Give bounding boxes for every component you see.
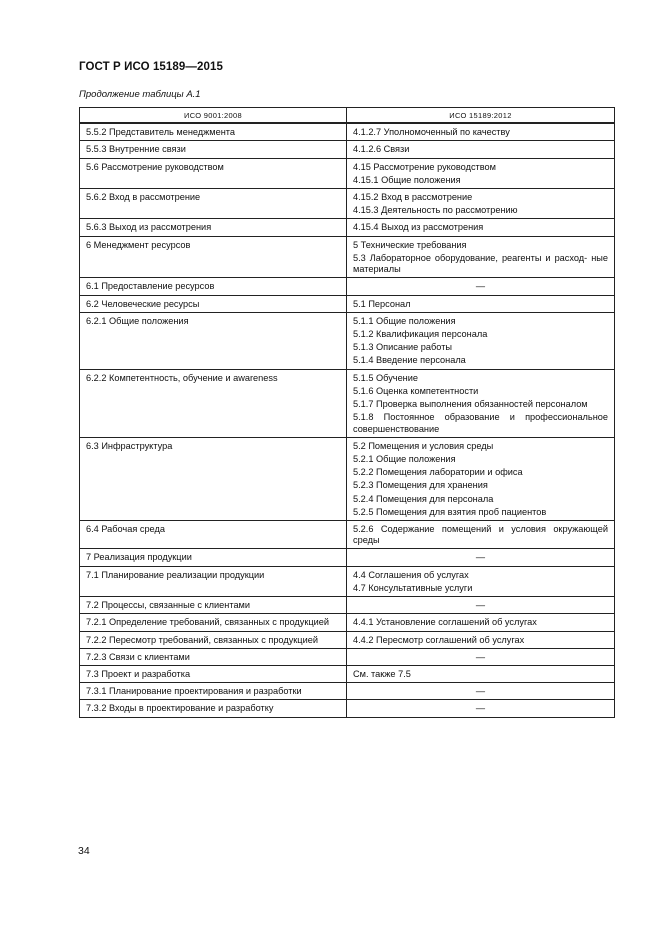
iso-9001-cell — [80, 219, 347, 236]
table-row — [80, 158, 615, 188]
cell-line: 6.2.2 Компетентность, обучение и awareness — [86, 372, 278, 383]
iso-15189-cell — [347, 123, 615, 141]
iso-15189-cell — [347, 614, 615, 631]
table-row — [80, 189, 615, 219]
cell-line: 4.15 Рассмотрение руководством — [353, 161, 496, 172]
cell-line: 5.2.2 Помещения лаборатории и офиса — [353, 467, 523, 478]
iso-9001-cell — [80, 158, 347, 188]
cell-line: См. также 7.5 — [353, 669, 411, 680]
iso-9001-cell — [80, 123, 347, 141]
correspondence-table — [79, 107, 615, 718]
iso-9001-cell — [80, 295, 347, 312]
cell-line: 4.4.2 Пересмотр соглашений об услугах — [353, 634, 525, 645]
cell-line: 5.1.2 Квалификация персонала — [353, 328, 488, 339]
cell-line: 5.1.8 Постоянное образование и профессиональное совершенствование — [353, 412, 608, 434]
table-row — [80, 648, 615, 665]
iso-9001-cell — [80, 683, 347, 700]
cell-line: 5.5.3 Внутренние связи — [86, 144, 186, 155]
cell-line: 5.5.2 Представитель менеджмента — [86, 127, 236, 138]
page-number: 34 — [78, 845, 90, 857]
iso-9001-cell — [80, 631, 347, 648]
cell-line: 6.4 Рабочая среда — [86, 524, 165, 535]
cell-line: — — [475, 600, 486, 611]
iso-15189-cell — [347, 295, 615, 312]
iso-15189-cell — [347, 700, 615, 717]
iso-15189-cell — [347, 666, 615, 683]
table-row — [80, 295, 615, 312]
cell-line: 5.6 Рассмотрение руководством — [86, 161, 224, 172]
cell-line: 5.1 Персонал — [353, 298, 411, 309]
cell-line: 6 Менеджмент ресурсов — [86, 239, 191, 250]
iso-9001-cell — [80, 666, 347, 683]
cell-line: — — [475, 703, 486, 714]
cell-line: 4.15.3 Деятельность по рассмотрению — [353, 205, 518, 216]
cell-line: 5.2.4 Помещения для персонала — [353, 493, 494, 504]
cell-line: 7.3.1 Планирование проектирования и разработки — [86, 686, 302, 697]
table-row — [80, 666, 615, 683]
table-header-row — [80, 108, 615, 124]
table-row — [80, 369, 615, 437]
iso-9001-cell — [80, 549, 347, 566]
iso-9001-cell — [80, 369, 347, 437]
iso-9001-cell — [80, 312, 347, 369]
cell-line: 7.3.2 Входы в проектирование и разработку — [86, 703, 274, 714]
iso-9001-cell — [80, 648, 347, 665]
iso-9001-cell — [80, 597, 347, 614]
table-row — [80, 219, 615, 236]
table-caption: Продолжение таблицы А.1 — [79, 89, 201, 100]
table-body — [80, 123, 615, 717]
cell-line: 4.15.2 Вход в рассмотрение — [353, 192, 473, 203]
iso-15189-cell — [347, 278, 615, 295]
iso-9001-cell — [80, 437, 347, 520]
cell-line: 5.2.6 Содержание помещений и условия окружающей среды — [353, 524, 608, 546]
iso-15189-cell — [347, 189, 615, 219]
iso-9001-cell — [80, 278, 347, 295]
table-row — [80, 312, 615, 369]
cell-line: 7.1 Планирование реализации продукции — [86, 569, 265, 580]
cell-line: 6.3 Инфраструктура — [86, 440, 173, 451]
cell-line: 7.2.3 Связи с клиентами — [86, 651, 190, 662]
iso-15189-cell — [347, 219, 615, 236]
table-row — [80, 549, 615, 566]
iso-9001-cell — [80, 141, 347, 158]
iso-15189-cell — [347, 236, 615, 278]
table-row — [80, 700, 615, 717]
cell-line: — — [475, 552, 486, 563]
iso-9001-cell — [80, 614, 347, 631]
iso-15189-cell — [347, 158, 615, 188]
cell-line: 4.1.2.7 Уполномоченный по качеству — [353, 127, 510, 138]
table-row — [80, 278, 615, 295]
cell-line: 5 Технические требования — [353, 239, 467, 250]
cell-line: — — [475, 686, 486, 697]
iso-15189-cell — [347, 312, 615, 369]
iso-15189-cell — [347, 437, 615, 520]
cell-line: 4.7 Консультативные услуги — [353, 582, 473, 593]
cell-line: 6.2.1 Общие положения — [86, 315, 189, 326]
header-iso-15189: ИСО 15189:2012 — [347, 108, 615, 124]
cell-line: 4.4 Соглашения об услугах — [353, 569, 469, 580]
table-row — [80, 631, 615, 648]
cell-line: 5.1.7 Проверка выполнения обязанностей персоналом — [353, 399, 588, 410]
cell-line: 5.1.6 Оценка компетентности — [353, 385, 479, 396]
table-row — [80, 521, 615, 549]
cell-line: 5.1.1 Общие положения — [353, 315, 456, 326]
cell-line: 7.2.2 Пересмотр требований, связанных с продукцией — [86, 634, 318, 645]
cell-line: 5.6.2 Вход в рассмотрение — [86, 192, 201, 203]
cell-line: 5.2.1 Общие положения — [353, 453, 456, 464]
table-row — [80, 437, 615, 520]
table-row — [80, 141, 615, 158]
iso-15189-cell — [347, 369, 615, 437]
cell-line: 5.2 Помещения и условия среды — [353, 440, 494, 451]
cell-line: 5.3 Лабораторное оборудование, реагенты и расход- ные материалы — [353, 252, 608, 275]
cell-line: 4.15.4 Выход из рассмотрения — [353, 222, 484, 233]
table-row — [80, 566, 615, 596]
table-row — [80, 683, 615, 700]
iso-9001-cell — [80, 566, 347, 596]
table-row — [80, 123, 615, 141]
cell-line: 6.2 Человеческие ресурсы — [86, 298, 200, 309]
iso-9001-cell — [80, 700, 347, 717]
cell-line: 5.6.3 Выход из рассмотрения — [86, 222, 212, 233]
cell-line: 4.1.2.6 Связи — [353, 144, 410, 155]
table-row — [80, 614, 615, 631]
table-row — [80, 597, 615, 614]
cell-line: — — [475, 651, 486, 662]
cell-line: 4.15.1 Общие положения — [353, 174, 461, 185]
header-iso-9001: ИСО 9001:2008 — [80, 108, 347, 124]
cell-line: 5.1.5 Обучение — [353, 372, 418, 383]
cell-line: 7.3 Проект и разработка — [86, 669, 191, 680]
cell-line: 5.2.5 Помещения для взятия проб пациентов — [353, 506, 547, 517]
iso-15189-cell — [347, 566, 615, 596]
cell-line: 4.4.1 Установление соглашений об услугах — [353, 617, 537, 628]
cell-line: 5.1.4 Введение персонала — [353, 355, 466, 366]
document-title: ГОСТ Р ИСО 15189—2015 — [79, 61, 224, 73]
iso-15189-cell — [347, 597, 615, 614]
cell-line: 7.2.1 Определение требований, связанных с продукцией — [86, 617, 329, 628]
iso-15189-cell — [347, 683, 615, 700]
iso-15189-cell — [347, 648, 615, 665]
iso-9001-cell — [80, 521, 347, 549]
iso-9001-cell — [80, 236, 347, 278]
cell-line: 5.1.3 Описание работы — [353, 342, 453, 353]
iso-9001-cell — [80, 189, 347, 219]
iso-15189-cell — [347, 521, 615, 549]
cell-line: 7.2 Процессы, связанные с клиентами — [86, 600, 251, 611]
cell-line: 6.1 Предоставление ресурсов — [86, 281, 215, 292]
cell-line: 5.2.3 Помещения для хранения — [353, 480, 488, 491]
cell-line: — — [475, 281, 486, 292]
iso-15189-cell — [347, 549, 615, 566]
cell-line: 7 Реализация продукции — [86, 552, 192, 563]
iso-15189-cell — [347, 141, 615, 158]
iso-15189-cell — [347, 631, 615, 648]
table-row — [80, 236, 615, 278]
